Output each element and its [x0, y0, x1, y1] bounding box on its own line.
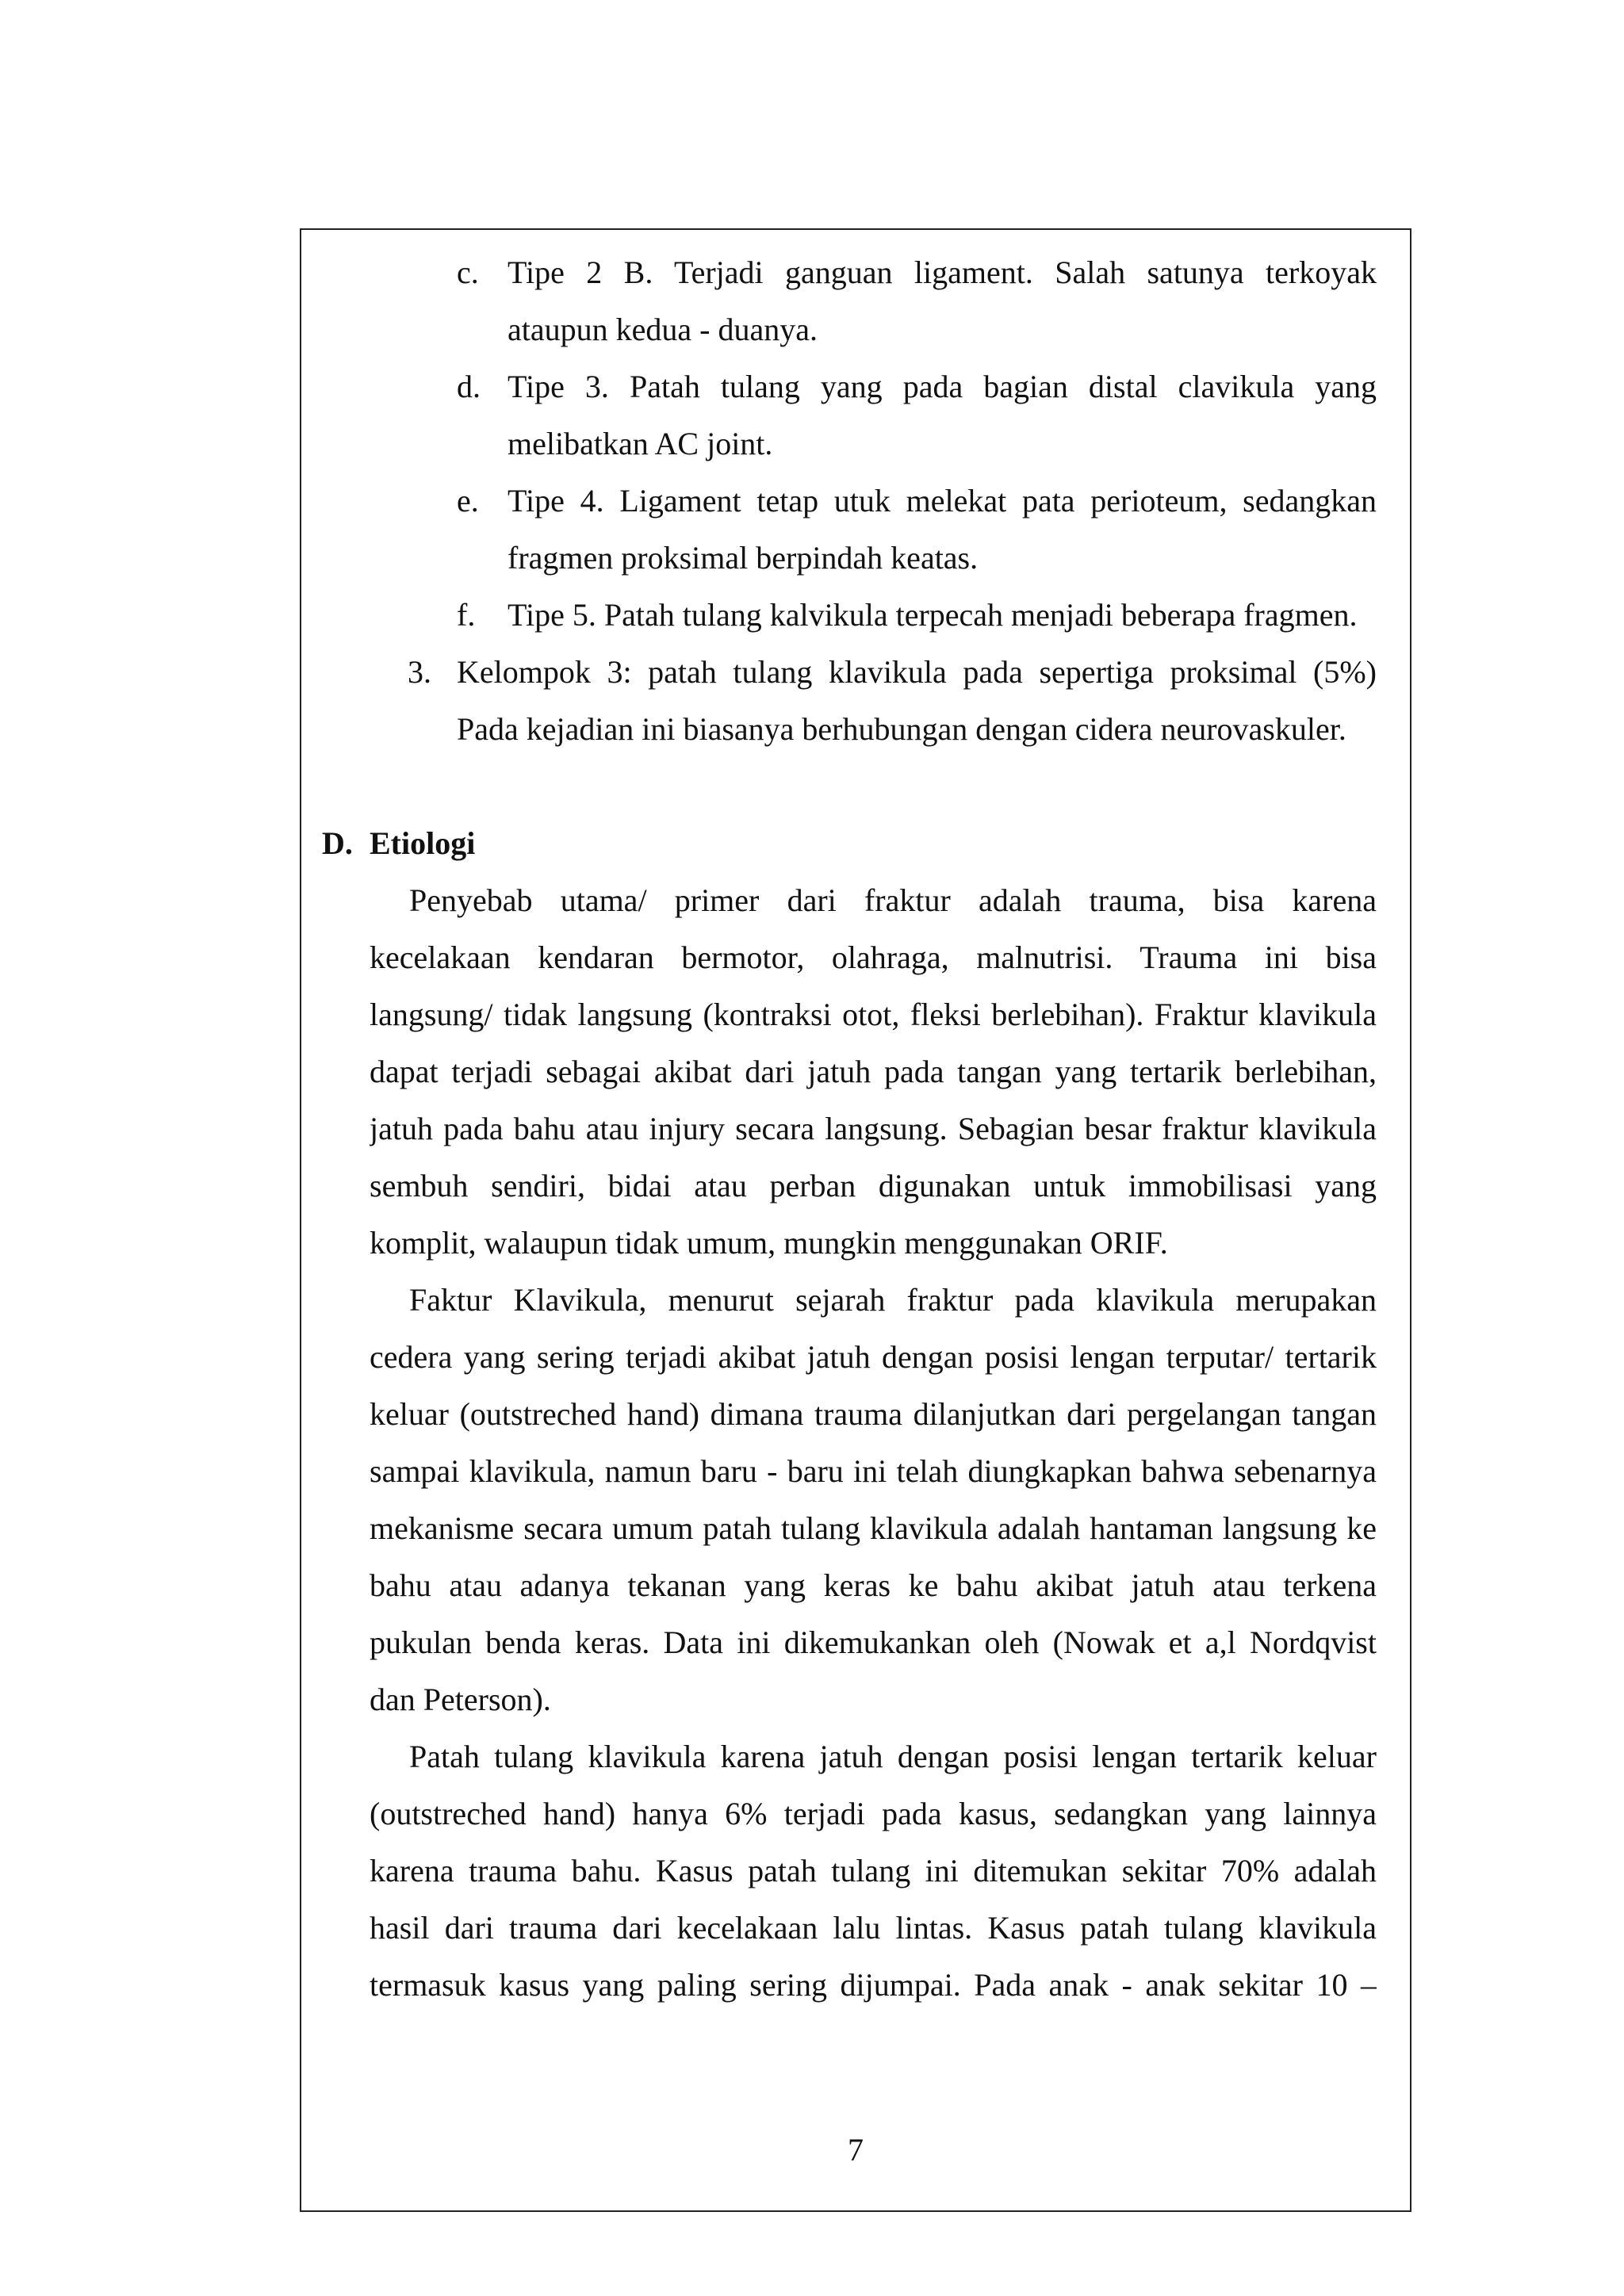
- paragraph-1-line-6: sembuh sendiri, bidai atau perban digunakan untuk immobilisasi yang: [370, 1168, 1377, 1203]
- paragraph-2-line-2: cedera yang sering terjadi akibat jatuh dengan posisi lengan terputar/ tertarik: [370, 1339, 1377, 1375]
- paragraph-1-line-5: jatuh pada bahu atau injury secara langsung. Sebagian besar fraktur klavikula: [370, 1111, 1377, 1146]
- paragraph-1-line-2: kecelakaan kendaran bermotor, olahraga, malnutrisi. Trauma ini bisa: [370, 939, 1377, 975]
- paragraph-2-line-3: keluar (outstreched hand) dimana trauma dilanjutkan dari pergelangan tangan: [370, 1396, 1377, 1432]
- group-3-line-2: Pada kejadian ini biasanya berhubungan dengan cidera neurovaskuler.: [457, 711, 1346, 747]
- list-marker-f: f.: [457, 597, 476, 633]
- list-marker-d: d.: [457, 369, 481, 404]
- list-marker-c: c.: [457, 254, 479, 290]
- paragraph-3-line-2: (outstreched hand) hanya 6% terjadi pada kasus, sedangkan yang lainnya: [370, 1796, 1377, 1831]
- paragraph-3-line-1: Patah tulang klavikula karena jatuh dengan posisi lengan tertarik keluar: [409, 1739, 1377, 1774]
- document-content: [301, 230, 1410, 2210]
- list-item-c-line-2: ataupun kedua - duanya.: [508, 312, 818, 347]
- list-item-d-line-1: Tipe 3. Patah tulang yang pada bagian distal clavikula yang: [508, 369, 1377, 404]
- paragraph-1-line-7: komplit, walaupun tidak umum, mungkin menggunakan ORIF.: [370, 1225, 1168, 1261]
- paragraph-3-line-4: hasil dari trauma dari kecelakaan lalu lintas. Kasus patah tulang klavikula: [370, 1910, 1377, 1946]
- page-number: 7: [848, 2132, 864, 2168]
- list-item-c-line-1: Tipe 2 B. Terjadi ganguan ligament. Salah satunya terkoyak: [508, 254, 1377, 290]
- paragraph-2-line-4: sampai klavikula, namun baru - baru ini telah diungkapkan bahwa sebenarnya: [370, 1453, 1377, 1489]
- list-marker-3: 3.: [408, 654, 431, 690]
- paragraph-3-line-3: karena trauma bahu. Kasus patah tulang ini ditemukan sekitar 70% adalah: [370, 1853, 1377, 1888]
- section-letter: D.: [322, 825, 353, 861]
- paragraph-2-line-1: Faktur Klavikula, menurut sejarah fraktur pada klavikula merupakan: [409, 1282, 1377, 1318]
- list-item-f-line-1: Tipe 5. Patah tulang kalvikula terpecah menjadi beberapa fragmen.: [508, 597, 1358, 633]
- section-title: Etiologi: [370, 825, 476, 861]
- group-3-line-1: Kelompok 3: patah tulang klavikula pada sepertiga proksimal (5%): [457, 654, 1377, 690]
- list-item-e-line-2: fragmen proksimal berpindah keatas.: [508, 540, 979, 576]
- list-item-e-line-1: Tipe 4. Ligament tetap utuk melekat pata perioteum, sedangkan: [508, 483, 1377, 519]
- paragraph-1-line-3: langsung/ tidak langsung (kontraksi otot, fleksi berlebihan). Fraktur klavikula: [370, 997, 1377, 1032]
- paragraph-2-line-6: bahu atau adanya tekanan yang keras ke bahu akibat jatuh atau terkena: [370, 1567, 1377, 1603]
- paragraph-1-line-1: Penyebab utama/ primer dari fraktur adalah trauma, bisa karena: [409, 882, 1377, 918]
- list-item-d-line-2: melibatkan AC joint.: [508, 426, 773, 461]
- page-border-box: [300, 228, 1411, 2212]
- list-marker-e: e.: [457, 483, 479, 519]
- paragraph-2-line-7: pukulan benda keras. Data ini dikemukankan oleh (Nowak et a,l Nordqvist: [370, 1624, 1377, 1660]
- paragraph-2-line-5: mekanisme secara umum patah tulang klavikula adalah hantaman langsung ke: [370, 1510, 1377, 1546]
- paragraph-3-line-5: termasuk kasus yang paling sering dijumpai. Pada anak - anak sekitar 10 –: [370, 1967, 1377, 2003]
- paragraph-1-line-4: dapat terjadi sebagai akibat dari jatuh pada tangan yang tertarik berlebihan,: [370, 1054, 1377, 1089]
- paragraph-2-line-8: dan Peterson).: [370, 1682, 551, 1717]
